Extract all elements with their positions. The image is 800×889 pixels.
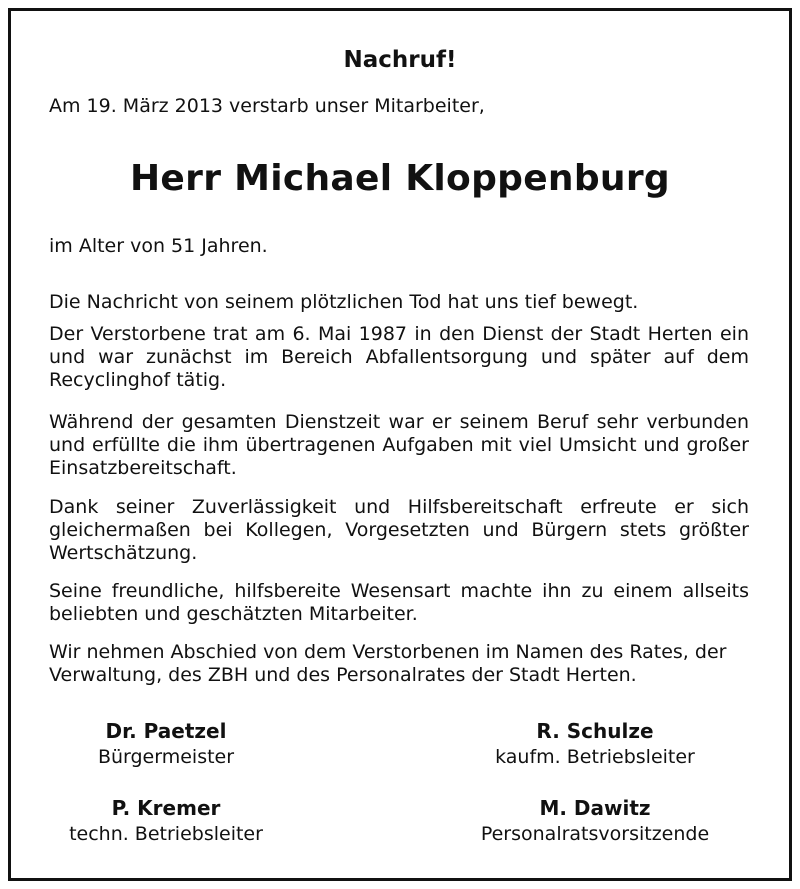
- paragraph-career: Der Verstorbene trat am 6. Mai 1987 in den Dienst der Stadt Herten ein und war zunächst im Bereich Abfallentsorgung und später auf dem Recyclinghof tätig.: [49, 323, 749, 391]
- paragraph-service: Während der gesamten Dienstzeit war er seinem Beruf sehr verbunden und erfüllte die ihm übertragenen Aufgaben mit viel Umsicht und großer Einsatzbereitschaft.: [49, 411, 749, 479]
- paragraph-appreciation: Dank seiner Zuverlässigkeit und Hilfsbereitschaft erfreute er sich gleichermaßen bei Kollegen, Vorgesetzten und Bürgern stets größter Wertschätzung.: [49, 496, 749, 564]
- signatory-role: Bürgermeister: [97, 746, 235, 768]
- signatory-name: P. Kremer: [111, 796, 221, 820]
- signatory: [415, 718, 775, 770]
- signatory-name: M. Dawitz: [539, 796, 651, 820]
- signatory: [415, 795, 775, 847]
- signatory-name: R. Schulze: [536, 719, 654, 743]
- paragraph-condolence: Die Nachricht von seinem plötzlichen Tod hat uns tief bewegt.: [49, 291, 639, 313]
- notice-heading: Nachruf!: [343, 47, 457, 73]
- paragraph-farewell: Wir nehmen Abschied von dem Verstorbenen im Namen des Rates, der Verwaltung, des ZBH und des Personalrates der Stadt Herten.: [49, 641, 727, 686]
- obituary-notice: [8, 8, 792, 881]
- signatory-name: Dr. Paetzel: [105, 719, 227, 743]
- intro-line: Am 19. März 2013 verstarb unser Mitarbeiter,: [49, 95, 485, 117]
- signatory-role: kaufm. Betriebsleiter: [495, 746, 695, 768]
- age-line: im Alter von 51 Jahren.: [49, 235, 268, 257]
- deceased-name: Herr Michael Kloppenburg: [130, 158, 670, 199]
- paragraph-character: Seine freundliche, hilfsbereite Wesensart machte ihn zu einem allseits beliebten und geschätzten Mitarbeiter.: [49, 580, 749, 625]
- signatory: [0, 718, 346, 770]
- signatory-role: techn. Betriebsleiter: [69, 823, 263, 845]
- signatory-role: Personalratsvorsitzende: [480, 823, 710, 845]
- signatory: [0, 795, 346, 847]
